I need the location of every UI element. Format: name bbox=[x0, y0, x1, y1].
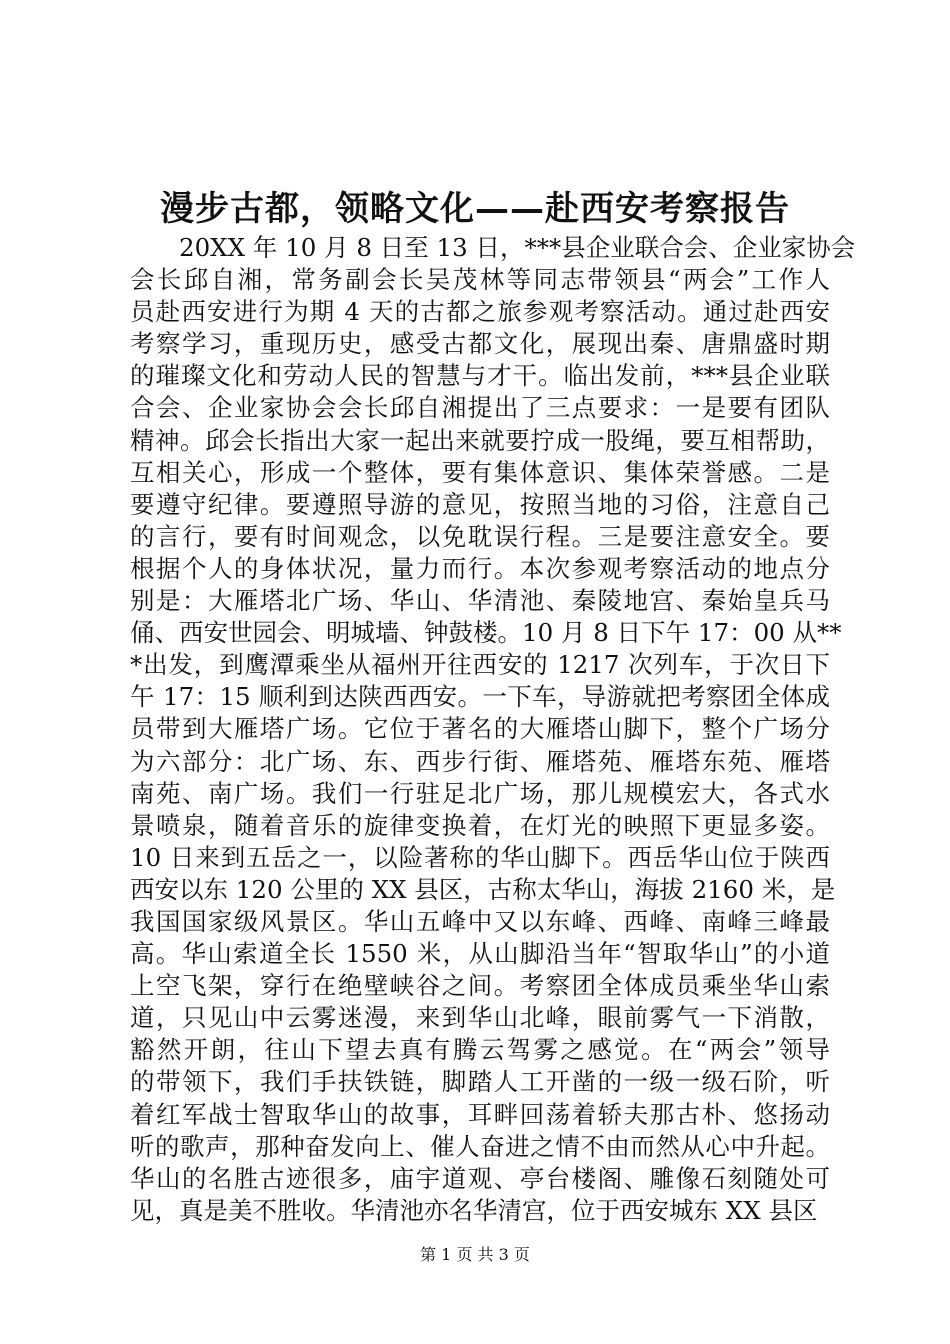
body-line: 景喷泉，随着音乐的旋律变换着，在灯光的映照下更显多姿。 bbox=[130, 810, 830, 840]
body-line: 根据个人的身体状况，量力而行。本次参观考察活动的地点分 bbox=[130, 553, 830, 583]
body-line: 见，真是美不胜收。华清池亦名华清宫，位于西安城东 XX 县区 bbox=[130, 1195, 818, 1225]
body-line: 我国国家级风景区。华山五峰中又以东峰、西峰、南峰三峰最 bbox=[130, 906, 830, 936]
body-line: 为六部分：北广场、东、西步行街、雁塔苑、雁塔东苑、雁塔 bbox=[130, 746, 830, 776]
document-body bbox=[130, 232, 856, 1227]
body-line: 会长邱自湘，常务副会长吴茂林等同志带领县“两会”工作人 bbox=[130, 265, 830, 295]
body-line: 的言行，要有时间观念，以免耽误行程。三是要注意安全。要 bbox=[130, 521, 830, 551]
body-line: 高。华山索道全长 1550 米，从山脚沿当年“智取华山”的小道 bbox=[130, 939, 830, 969]
body-line: 20XX 年 10 月 8 日至 13 日，***县企业联合会、企业家协会 bbox=[130, 233, 856, 262]
body-line: 考察学习，重现历史，感受古都文化，展现出秦、唐鼎盛时期 bbox=[130, 329, 830, 359]
page-footer: 第 1 页 共 3 页 bbox=[420, 1245, 530, 1264]
body-line: *出发，到鹰潭乘坐从福州开往西安的 1217 次列车，于次日下 bbox=[130, 650, 830, 680]
body-line: 上空飞架，穿行在绝壁峡谷之间。考察团全体成员乘坐华山索 bbox=[130, 971, 830, 1001]
body-line: 午 17：15 顺利到达陕西西安。一下车，导游就把考察团全体成 bbox=[130, 682, 830, 712]
body-line: 听的歌声，那种奋发向上、催人奋进之情不由而然从心中升起。 bbox=[130, 1131, 830, 1161]
body-line: 要遵守纪律。要遵照导游的意见，按照当地的习俗，注意自己 bbox=[130, 489, 830, 519]
body-line: 员赴西安进行为期 4 天的古都之旅参观考察活动。通过赴西安 bbox=[130, 297, 830, 327]
body-line: 员带到大雁塔广场。它位于著名的大雁塔山脚下，整个广场分 bbox=[130, 714, 830, 744]
body-line: 西安以东 120 公里的 XX 县区，古称太华山，海拔 2160 米，是 bbox=[130, 874, 836, 904]
body-line: 10 日来到五岳之一，以险著称的华山脚下。西岳华山位于陕西 bbox=[130, 842, 830, 872]
body-line: 的璀璨文化和劳动人民的智慧与才干。临出发前，***县企业联 bbox=[130, 361, 830, 391]
body-line: 的带领下，我们手扶铁链，脚踏人工开凿的一级一级石阶，听 bbox=[130, 1067, 830, 1097]
body-line: 合会、企业家协会会长邱自湘提出了三点要求：一是要有团队 bbox=[130, 393, 830, 423]
document-title: 漫步古都，领略文化——赴西安考察报告 bbox=[160, 189, 790, 229]
body-line: 互相关心，形成一个整体，要有集体意识、集体荣誉感。二是 bbox=[130, 457, 830, 487]
body-line: 豁然开朗，往山下望去真有腾云驾雾之感觉。在“两会”领导 bbox=[130, 1035, 830, 1065]
body-line: 华山的名胜古迹很多，庙宇道观、亭台楼阁、雕像石刻随处可 bbox=[130, 1163, 830, 1193]
body-line: 道，只见山中云雾迷漫，来到华山北峰，眼前雾气一下消散， bbox=[130, 1003, 830, 1033]
body-line: 精神。邱会长指出大家一起出来就要拧成一股绳，要互相帮助， bbox=[130, 425, 830, 455]
body-line: 着红军战士智取华山的故事，耳畔回荡着轿夫那古朴、悠扬动 bbox=[130, 1099, 830, 1129]
body-line: 俑、西安世园会、明城墙、钟鼓楼。10 月 8 日下午 17：00 从** bbox=[130, 618, 842, 648]
body-line: 南苑、南广场。我们一行驻足北广场，那儿规模宏大，各式水 bbox=[130, 778, 830, 808]
body-line: 别是：大雁塔北广场、华山、华清池、秦陵地宫、秦始皇兵马 bbox=[130, 586, 830, 616]
